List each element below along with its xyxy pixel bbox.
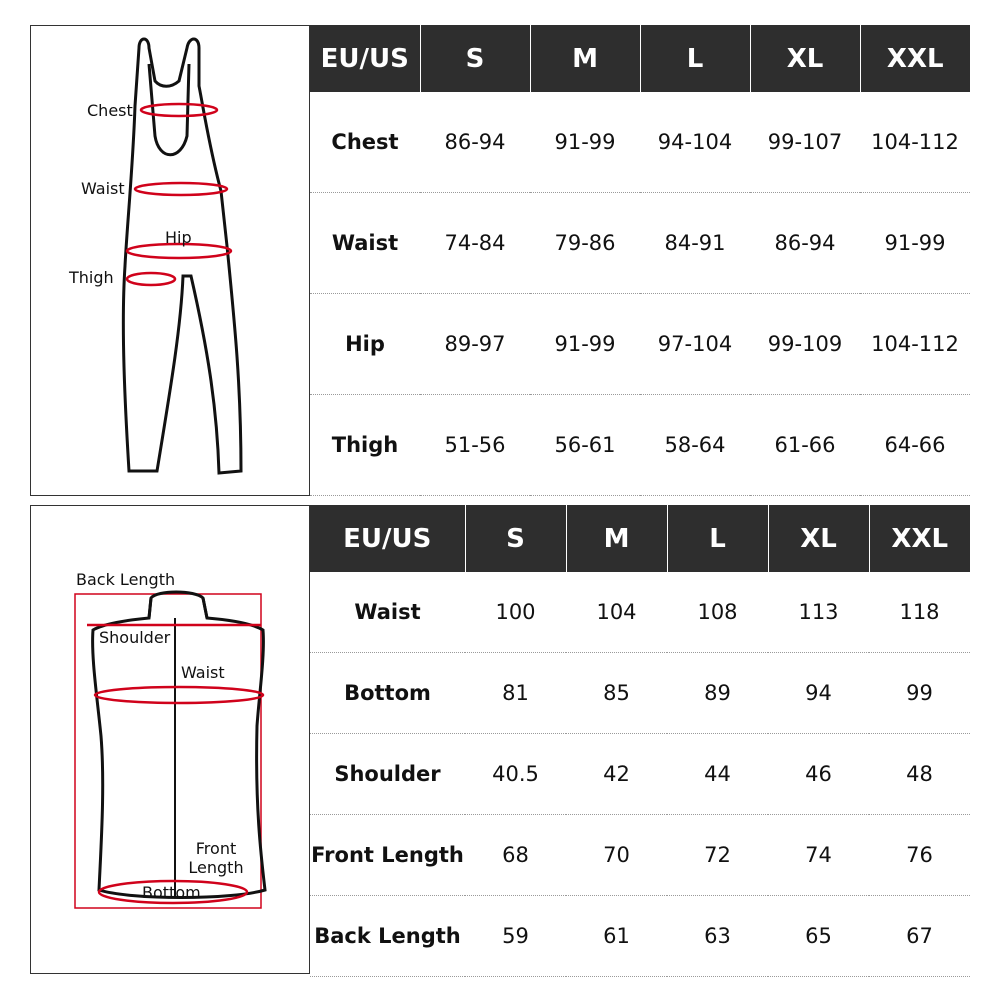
table-cell: 91-99 <box>530 92 640 193</box>
table-cell: 56-61 <box>530 395 640 496</box>
table-row <box>310 734 970 815</box>
table-cell: 51-56 <box>420 395 530 496</box>
header-cell: XXL <box>860 25 970 92</box>
table-cell: 40.5 <box>465 734 566 815</box>
shoulder-label: Shoulder <box>99 628 171 647</box>
row-label: Waist <box>310 572 465 653</box>
table-cell: 64-66 <box>860 395 970 496</box>
table-cell: 74-84 <box>420 193 530 294</box>
waist-label: Waist <box>81 179 125 198</box>
table-cell: 113 <box>768 572 869 653</box>
table-row <box>310 572 970 653</box>
table-cell: 44 <box>667 734 768 815</box>
bottom-label: Bottom <box>142 883 201 902</box>
table-cell: 48 <box>869 734 970 815</box>
thigh-measure-line <box>127 273 175 285</box>
table-cell: 94 <box>768 653 869 734</box>
waist-measure-line <box>95 687 263 703</box>
table-header-row <box>310 25 970 92</box>
table-row <box>310 193 970 294</box>
row-label: Waist <box>310 193 420 294</box>
table-cell: 99 <box>869 653 970 734</box>
row-label: Chest <box>310 92 420 193</box>
header-cell: S <box>420 25 530 92</box>
table-cell: 76 <box>869 815 970 896</box>
bib-size-table <box>310 25 970 496</box>
table-cell: 86-94 <box>750 193 860 294</box>
header-cell: S <box>465 505 566 572</box>
header-cell: M <box>530 25 640 92</box>
vest-collar <box>149 598 207 618</box>
table-cell: 72 <box>667 815 768 896</box>
table-cell: 118 <box>869 572 970 653</box>
table-header-row <box>310 505 970 572</box>
table-cell: 85 <box>566 653 667 734</box>
table-cell: 59 <box>465 896 566 977</box>
table-cell: 97-104 <box>640 294 750 395</box>
table-cell: 89 <box>667 653 768 734</box>
table-cell: 61 <box>566 896 667 977</box>
table-cell: 46 <box>768 734 869 815</box>
thigh-label: Thigh <box>69 268 114 287</box>
waist-label: Waist <box>181 663 225 682</box>
table-cell: 100 <box>465 572 566 653</box>
table-cell: 94-104 <box>640 92 750 193</box>
table-cell: 61-66 <box>750 395 860 496</box>
table-cell: 99-107 <box>750 92 860 193</box>
table-cell: 104 <box>566 572 667 653</box>
row-label: Bottom <box>310 653 465 734</box>
table-cell: 89-97 <box>420 294 530 395</box>
header-cell: XXL <box>869 505 970 572</box>
table-cell: 70 <box>566 815 667 896</box>
row-label: Front Length <box>310 815 465 896</box>
table-cell: 104-112 <box>860 92 970 193</box>
header-cell: XL <box>750 25 860 92</box>
bib-tights-figure <box>30 25 310 496</box>
bib-tights-illustration <box>31 26 309 495</box>
row-label: Hip <box>310 294 420 395</box>
header-cell: EU/US <box>310 25 420 92</box>
table-row <box>310 653 970 734</box>
table-cell: 79-86 <box>530 193 640 294</box>
table-cell: 42 <box>566 734 667 815</box>
table-cell: 68 <box>465 815 566 896</box>
header-cell: L <box>640 25 750 92</box>
table-cell: 67 <box>869 896 970 977</box>
vest-figure <box>30 505 310 974</box>
front-length-label: Front Length <box>188 839 244 878</box>
row-label: Thigh <box>310 395 420 496</box>
table-cell: 63 <box>667 896 768 977</box>
table-row <box>310 896 970 977</box>
header-cell: L <box>667 505 768 572</box>
table-row <box>310 294 970 395</box>
hip-label: Hip <box>165 228 192 247</box>
table-cell: 86-94 <box>420 92 530 193</box>
table-row <box>310 815 970 896</box>
table-row <box>310 92 970 193</box>
table-cell: 84-91 <box>640 193 750 294</box>
back-length-label: Back Length <box>76 570 176 589</box>
table-cell: 104-112 <box>860 294 970 395</box>
table-cell: 91-99 <box>860 193 970 294</box>
table-cell: 91-99 <box>530 294 640 395</box>
header-cell: EU/US <box>310 505 465 572</box>
table-cell: 99-109 <box>750 294 860 395</box>
header-cell: M <box>566 505 667 572</box>
header-cell: XL <box>768 505 869 572</box>
waist-measure-line <box>135 183 227 195</box>
row-label: Shoulder <box>310 734 465 815</box>
table-cell: 65 <box>768 896 869 977</box>
table-cell: 58-64 <box>640 395 750 496</box>
chest-label: Chest <box>87 101 133 120</box>
table-cell: 108 <box>667 572 768 653</box>
vest-size-table <box>310 505 970 977</box>
table-cell: 74 <box>768 815 869 896</box>
table-cell: 81 <box>465 653 566 734</box>
table-row <box>310 395 970 496</box>
row-label: Back Length <box>310 896 465 977</box>
